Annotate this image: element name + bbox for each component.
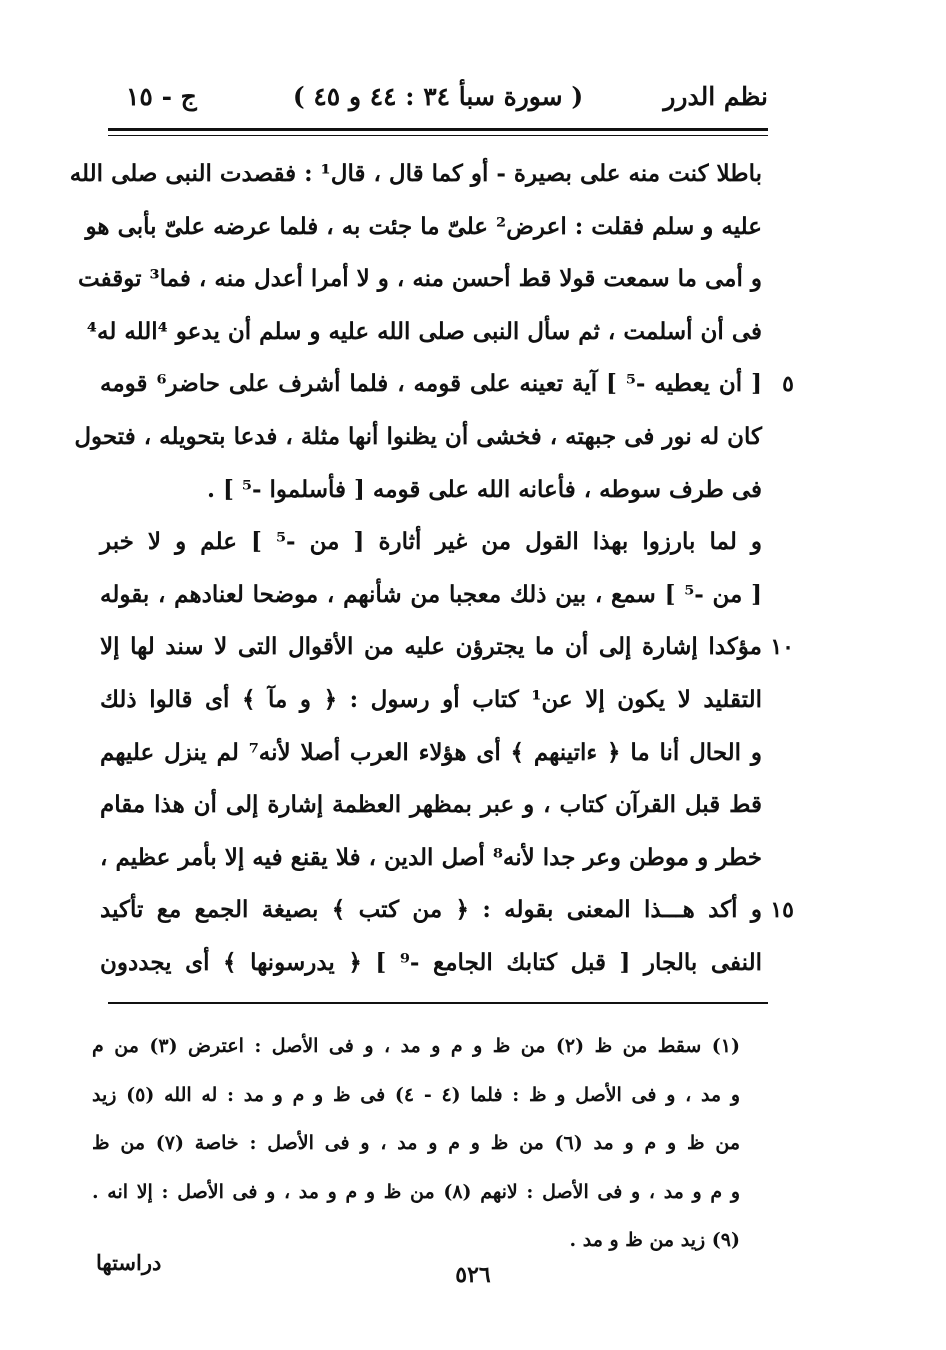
footnotes <box>92 1022 740 1265</box>
text-line <box>100 621 794 674</box>
text-line-content: فى طرف سوطه ، فأعانه الله على قومه [ فأسلموا -⁵ ] . <box>206 475 762 503</box>
text-line-content: فى أن أسلمت ، ثم سأل النبى صلى الله عليه و سلم أن يدعو ⁴الله له⁴ <box>86 317 762 345</box>
text-line <box>100 358 794 411</box>
text-line-content: خطر و موطن وعر جدا لأنه⁸ أصل الدين ، فلا يقنع فيه إلا بأمر عظيم ، <box>100 843 762 871</box>
text-line-content: و أمى ما سمعت قولا قط أحسن منه ، و لا أمرا أعدل منه ، فما³ توقفت <box>78 265 762 293</box>
text-line-content: و الحال أنا ما ﴿ ءاتينهم ﴾ أى هؤلاء العرب أصلا لأنه⁷ لم ينزل عليهم <box>100 738 762 766</box>
text-line-content: النفى بالجار [ قبل كتابك الجامع -⁹ ] ﴿ يدرسونها ﴾ أى يجددون <box>100 948 762 976</box>
text-line <box>69 148 762 201</box>
text-line <box>78 253 762 306</box>
line-number: ١٠ <box>770 634 794 661</box>
footnote-line: (١) سقط من ظ (٢) من ظ و م و مد ، و فى الأصل : اعترض (٣) من م <box>92 1035 741 1057</box>
text-line-content: [ من -⁵ ] سمع ، بين ذلك معجبا من شأنهم ، موضحا لعنادهم ، بقوله <box>100 580 762 608</box>
book-title: نظم الدرر <box>663 82 768 111</box>
text-line-content: و أكد هـــذا المعنى بقوله : ﴿ من كتب ﴾ بصيغة الجمع مع تأكيد <box>100 896 762 924</box>
text-line <box>100 832 762 885</box>
text-line <box>85 201 762 254</box>
footnote-line: و م و مد ، و فى الأصل : لانهم (٨) من ظ و م و مد ، و فى الأصل : إلا انه . <box>92 1180 740 1203</box>
text-line <box>100 727 762 780</box>
text-line-content: قط قبل القرآن كتاب ، و عبر بمظهر العظمة إشارة إلى أن هذا مقام <box>100 791 762 819</box>
text-line-content: [ أن يعطيه -⁵ ] آية تعينه على قومه ، فلما أشرف على حاضر⁶ قومه <box>100 370 762 398</box>
text-line <box>100 674 762 727</box>
line-number: ١٥ <box>770 897 794 924</box>
catchword: دراستها <box>96 1250 162 1275</box>
text-line <box>100 884 794 937</box>
text-line-content: مؤكدا إشارة إلى أن ما يجترؤن عليه من الأقوال التى لا سند لها إلا <box>100 633 762 661</box>
text-line <box>100 464 762 517</box>
text-line <box>100 516 762 569</box>
text-line <box>100 937 762 990</box>
text-line-content: باطلا كنت منه على بصيرة - أو كما قال ، قال¹ : فقصدت النبى صلى الله <box>69 160 762 187</box>
text-line-content: كان له نور فى جبهته ، فخشى أن يظنوا أنها مثلة ، فدعا بتحويله ، فتحول <box>74 422 762 450</box>
text-line <box>74 411 762 464</box>
footnote-line: (٩) زيد من ظ و مد . <box>569 1229 740 1251</box>
text-line <box>100 569 762 622</box>
header-rule-thin <box>108 135 768 136</box>
text-line <box>86 306 762 359</box>
text-line-content: التقليد لا يكون إلا عن¹ كتاب أو رسول : ﴿ و مآ ﴾ أى قالوا ذلك <box>100 685 762 713</box>
footnote-line: و مد ، و فى الأصل و ظ : فلما (٤ - ٤) فى ظ و م و مد : له الله (٥) زيد <box>92 1083 740 1106</box>
text-line-content: و لما بارزوا بهذا القول من غير أثارة [ من -⁵ ] علم و لا خبر <box>100 528 763 556</box>
surah-reference: ( سورة سبأ ٣٤ : ٤٤ و ٤٥ ) <box>292 82 584 111</box>
text-line <box>100 779 762 832</box>
line-number: ٥ <box>782 371 794 398</box>
footnote-rule <box>108 1002 768 1004</box>
page-number: ٥٢٦ <box>455 1262 491 1288</box>
volume-number: ج - ١٥ <box>126 82 197 111</box>
text-line-content: عليه و سلم فقلت : اعرض² علىّ ما جئت به ، فلما عرضه علىّ بأبى هو <box>85 212 762 240</box>
running-header <box>108 78 768 122</box>
header-rule-thick <box>108 128 768 131</box>
main-text <box>69 148 794 990</box>
footnote-line: من ظ و م و مد (٦) من ظ و م و مد ، و فى الأصل : خاصة (٧) من ظ <box>92 1132 741 1154</box>
